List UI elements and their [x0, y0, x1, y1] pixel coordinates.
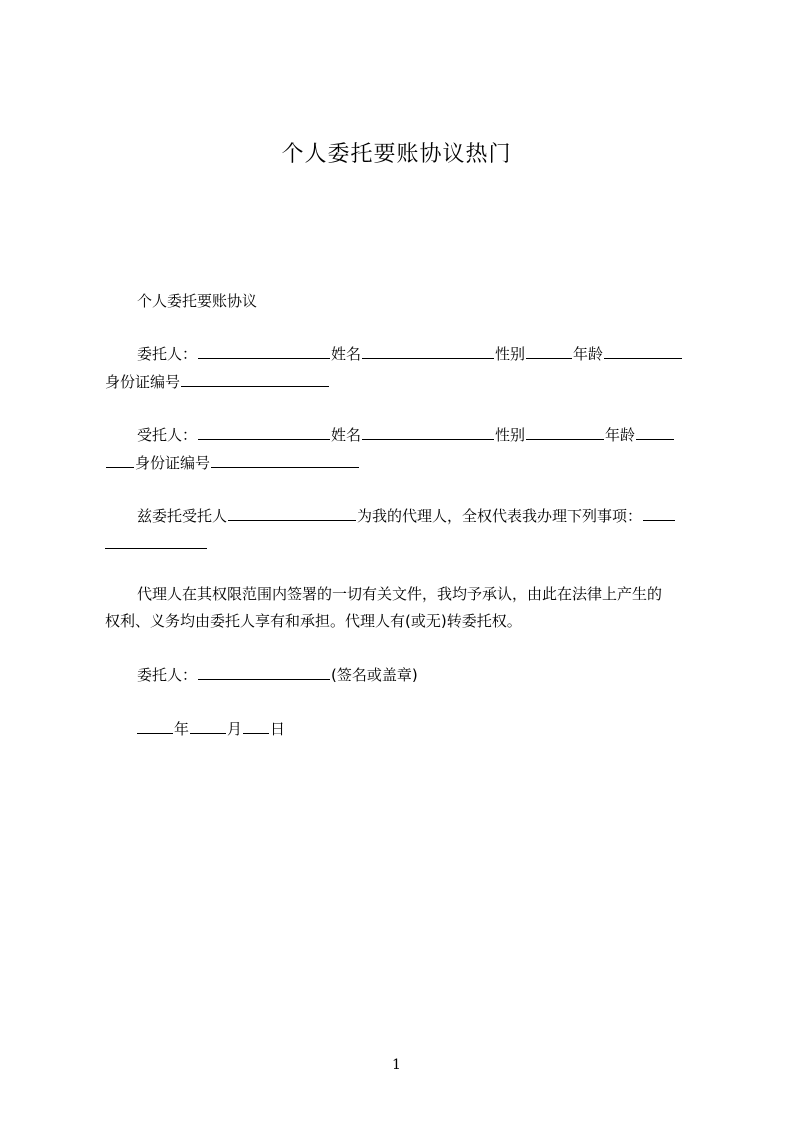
agent-id-label: 身份证编号: [135, 454, 211, 472]
authority-line-2: 权利、义务均由委托人享有和承担。代理人有(或无)转委托权。: [105, 612, 522, 630]
agent-line-2: [105, 452, 360, 474]
agent-line-1: [137, 424, 675, 446]
year-label: 年: [174, 720, 190, 738]
agent-name-blank[interactable]: [362, 425, 494, 440]
principal-line-1: [137, 343, 683, 365]
principal-label: 委托人：: [137, 345, 198, 363]
agent-gender-blank[interactable]: [526, 425, 604, 440]
appointment-line-2: [105, 533, 208, 555]
date-line: [137, 718, 285, 740]
principal-blank[interactable]: [198, 344, 330, 359]
principal-age-blank[interactable]: [604, 344, 682, 359]
agent-name-label: 姓名: [331, 426, 362, 444]
month-label: 月: [227, 720, 243, 738]
agent-blank[interactable]: [198, 425, 330, 440]
signature-note: (签名或盖章): [331, 666, 418, 684]
principal-age-label: 年龄: [573, 345, 604, 363]
agreement-heading: 个人委托要账协议: [137, 292, 258, 310]
principal-gender-blank[interactable]: [526, 344, 572, 359]
agent-age-blank[interactable]: [636, 425, 674, 440]
agent-id-blank[interactable]: [211, 453, 359, 468]
appointment-line-1: [137, 505, 676, 527]
principal-id-label: 身份证编号: [105, 373, 181, 391]
signature-line: [137, 664, 418, 686]
principal-name-label: 姓名: [331, 345, 362, 363]
month-blank[interactable]: [190, 719, 226, 734]
page-number: 1: [392, 1057, 401, 1073]
day-label: 日: [270, 720, 286, 738]
matters-blank-continued[interactable]: [105, 534, 207, 549]
signature-blank[interactable]: [198, 665, 330, 680]
appointee-blank[interactable]: [228, 506, 356, 521]
principal-name-blank[interactable]: [362, 344, 494, 359]
appointment-suffix: 为我的代理人，全权代表我办理下列事项：: [357, 507, 643, 525]
matters-blank[interactable]: [643, 506, 675, 521]
document-title: 个人委托要账协议热门: [281, 142, 512, 167]
agent-label: 受托人：: [137, 426, 198, 444]
appointment-prefix: 兹委托受托人: [137, 507, 228, 525]
agent-age-label: 年龄: [605, 426, 636, 444]
day-blank[interactable]: [243, 719, 269, 734]
signature-label: 委托人：: [137, 666, 198, 684]
principal-line-2: [105, 371, 330, 393]
principal-id-blank[interactable]: [181, 372, 329, 387]
agent-age-blank-continued[interactable]: [106, 453, 134, 468]
authority-line-1: 代理人在其权限范围内签署的一切有关文件，我均予承认，由此在法律上产生的: [137, 585, 663, 603]
principal-gender-label: 性别: [495, 345, 526, 363]
agent-gender-label: 性别: [495, 426, 526, 444]
year-blank[interactable]: [137, 719, 173, 734]
